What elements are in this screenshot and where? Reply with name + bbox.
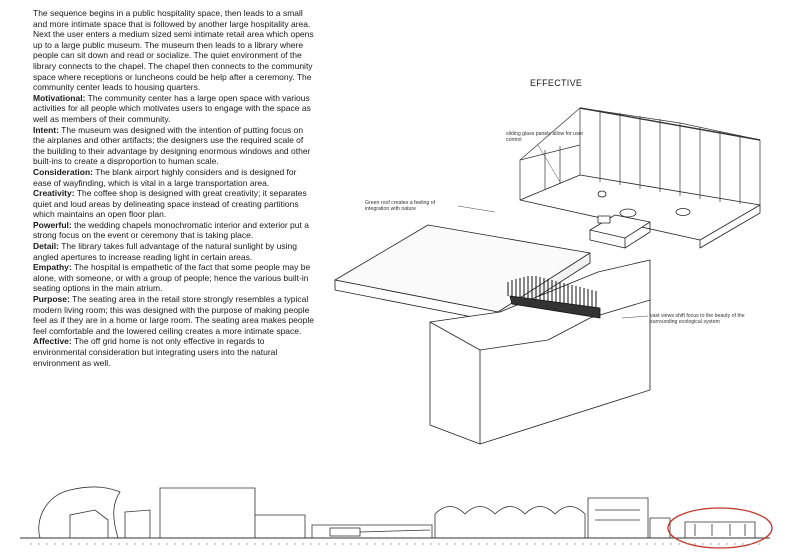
desc: The blank airport highly considers and is designed for ease of wayfinding, which is vital in a large transportation area. bbox=[33, 166, 297, 188]
annotation-sliding-glass: sliding glass panels allow for user control bbox=[506, 131, 584, 144]
term: Intent: bbox=[33, 124, 59, 135]
term: Consideration: bbox=[33, 166, 93, 177]
desc: The community center has a large open space with various activities for all people which motivates users to engage with the space as well as members of their community. bbox=[33, 92, 311, 124]
desc: The seating area in the retail store strongly resembles a typical modern living room; this was designed with the purpose of making people feel as if they are in a home or large room. The seating area makes people feel comfortable and the lowered ceiling creates a more intimate space. bbox=[33, 294, 314, 336]
intro-paragraph: The sequence begins in a public hospitality space, then leads to a small and more intimate space that is followed by another large hospitality area. Next the user enters a medium sized semi intimate retail area which opens up to a large public museum. The museum then leads to a library where people can sit down and read or socialize. The quiet environment of the library connects to the chapel. The chapel then connects to the community space where receptions or luncheons could be help after a ceremony. The community center leads to housing quarters. bbox=[33, 8, 314, 93]
section-housing bbox=[685, 522, 755, 538]
term: Affective: bbox=[33, 336, 72, 347]
term: Motivational: bbox=[33, 92, 86, 103]
section-hall bbox=[160, 488, 255, 538]
desc: the wedding chapels monochromatic interior and exterior put a strong focus on the event or ceremony that is taking place. bbox=[33, 219, 309, 241]
desc: The hospital is empathetic of the fact that some people may be alone, with someone, or with a group of people; hence the various built-in seating options in the main atrium. bbox=[33, 262, 311, 294]
term: Purpose: bbox=[33, 294, 70, 305]
term: Powerful: bbox=[33, 219, 72, 230]
desc: The off grid home is not only effective in regards to environmental consideration but integrating users into the natural environment as well. bbox=[33, 336, 278, 368]
term: Detail: bbox=[33, 241, 59, 252]
desc: The museum was designed with the intention of putting focus on the airplanes and other artifacts; the designers use the required scale of the building to their advantage by designing enormous windows and other built-ins to create a disproportion to human scale. bbox=[33, 124, 311, 167]
annotation-vast-views: vast views shift focus to the beauty of the surrounding ecological system bbox=[650, 313, 745, 326]
desc: The library takes full advantage of the natural sunlight by using angled apertures to increase reading light in certain areas. bbox=[33, 241, 297, 262]
highlight-circle bbox=[668, 508, 772, 548]
diagram-title: EFFECTIVE bbox=[530, 78, 583, 88]
sequence-section-strip bbox=[0, 470, 794, 556]
annotation-green-roof: Green roof creates a feeling of integration with nature bbox=[365, 200, 436, 213]
term: Empathy: bbox=[33, 262, 72, 273]
desc: The coffee shop is designed with great creativity; it separates quiet and loud areas by delineating space instead of creating partitions which maintains an open floor plan. bbox=[33, 188, 307, 220]
section-library bbox=[588, 498, 648, 538]
term: Creativity: bbox=[33, 188, 75, 199]
section-intimate bbox=[125, 510, 150, 538]
section-museum bbox=[435, 507, 585, 539]
section-community bbox=[650, 518, 670, 538]
